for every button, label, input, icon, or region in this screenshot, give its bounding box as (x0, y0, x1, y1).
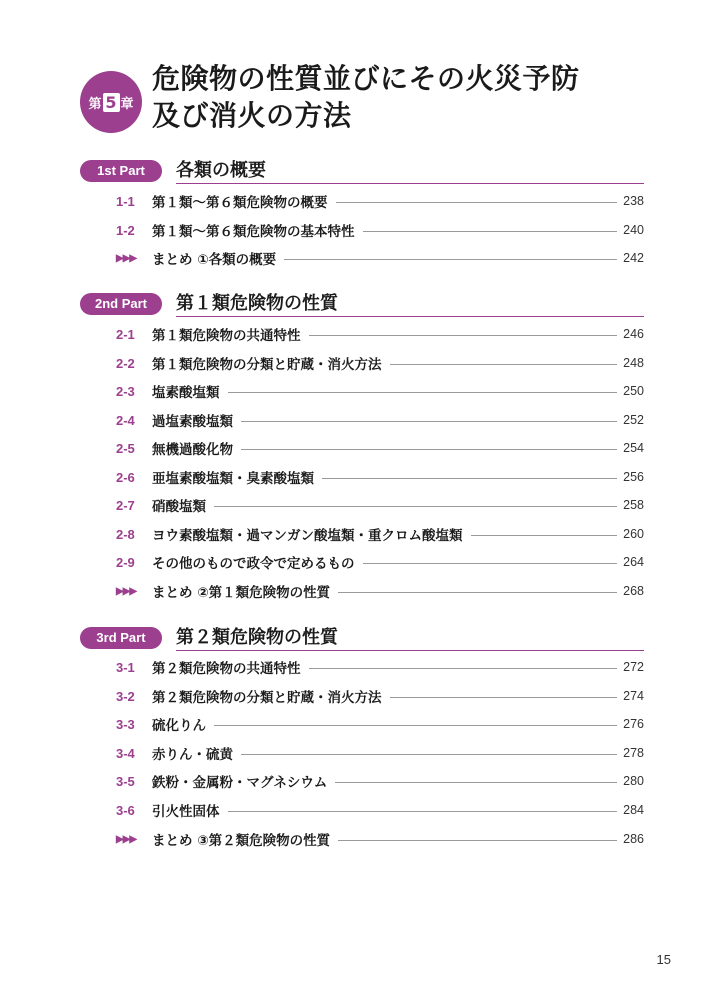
part-label: 2nd Part (80, 293, 162, 315)
toc-entry-page: 286 (623, 832, 644, 846)
toc-entry-title: 第２類危険物の共通特性 (152, 661, 301, 677)
toc-entry-summary[interactable] (116, 248, 644, 268)
triple-arrow-icon: ▶▶▶ (116, 252, 137, 264)
toc-entry-page: 268 (623, 584, 644, 598)
toc-entry-page: 284 (623, 803, 644, 817)
toc-entry-page: 252 (623, 413, 644, 427)
toc-entry-page: 254 (623, 441, 644, 455)
toc-entry-page: 272 (623, 660, 644, 674)
part-header-1 (80, 159, 644, 185)
toc-entry[interactable] (116, 657, 644, 677)
toc-entry-title: 第１類～第６類危険物の基本特性 (152, 224, 355, 240)
toc-entry[interactable] (116, 552, 644, 572)
toc-entry-title: ヨウ素酸塩類・過マンガン酸塩類・重クロム酸塩類 (152, 528, 463, 544)
toc-entry-number: 2-7 (116, 497, 135, 513)
toc-leader-line (228, 392, 618, 393)
toc-leader-line (338, 840, 617, 841)
part-title: 第２類危険物の性質 (176, 627, 338, 648)
chapter-title-line1: 危険物の性質並びにその火災予防 (152, 62, 580, 95)
toc-entry-title: その他のもので政令で定めるもの (152, 556, 355, 572)
toc-entry[interactable] (116, 220, 644, 240)
toc-leader-line (241, 421, 617, 422)
toc-entry-page: 278 (623, 746, 644, 760)
chapter-prefix: 第 (88, 96, 102, 112)
toc-leader-line (338, 592, 617, 593)
toc-entry-title: 第１類～第６類危険物の概要 (152, 195, 328, 211)
triple-arrow-icon: ▶▶▶ (116, 833, 137, 845)
chapter-suffix: 章 (120, 96, 134, 112)
toc-entry-number: 2-6 (116, 469, 135, 485)
toc-entry[interactable] (116, 324, 644, 344)
toc-entry-page: 256 (623, 470, 644, 484)
toc-entry-summary[interactable] (116, 581, 644, 601)
toc-entry[interactable] (116, 771, 644, 791)
chapter-title (152, 60, 672, 134)
part-divider (176, 316, 644, 317)
toc-leader-line (241, 754, 617, 755)
part-divider (176, 183, 644, 184)
toc-leader-line (363, 231, 618, 232)
toc-entry-number: 3-3 (116, 716, 135, 732)
toc-entry[interactable] (116, 353, 644, 373)
toc-entry-page: 242 (623, 251, 644, 265)
toc-entry-title: 硫化りん (152, 718, 206, 734)
toc-entry-title: 硝酸塩類 (152, 499, 206, 515)
part-header-3 (80, 626, 644, 652)
toc-entry-number: 3-2 (116, 688, 135, 704)
chapter-badge (80, 71, 142, 133)
toc-entry-title: 亜塩素酸塩類・臭素酸塩類 (152, 471, 314, 487)
toc-entry-number: 2-1 (116, 326, 135, 342)
chapter-number: 5 (103, 93, 120, 112)
toc-entry[interactable] (116, 467, 644, 487)
toc-leader-line (309, 668, 618, 669)
toc-entry[interactable] (116, 524, 644, 544)
toc-entry-page: 238 (623, 194, 644, 208)
toc-leader-line (363, 563, 618, 564)
part-title: 第１類危険物の性質 (176, 293, 338, 314)
part-label: 3rd Part (80, 627, 162, 649)
toc-entry-title: 無機過酸化物 (152, 442, 233, 458)
toc-leader-line (471, 535, 618, 536)
toc-entry-title: 塩素酸塩類 (152, 385, 220, 401)
toc-entry-title: まとめ ②第１類危険物の性質 (152, 585, 331, 601)
toc-leader-line (284, 259, 617, 260)
toc-leader-line (390, 364, 618, 365)
toc-leader-line (214, 725, 617, 726)
toc-entry-title: 赤りん・硫黄 (152, 747, 233, 763)
toc-entry-number: 2-5 (116, 440, 135, 456)
toc-entry-number: 3-6 (116, 802, 135, 818)
toc-leader-line (335, 782, 617, 783)
toc-entry[interactable] (116, 714, 644, 734)
toc-entry[interactable] (116, 686, 644, 706)
toc-entry-page: 248 (623, 356, 644, 370)
toc-entry-number: 1-1 (116, 193, 135, 209)
toc-entry-page: 264 (623, 555, 644, 569)
toc-leader-line (336, 202, 618, 203)
toc-leader-line (241, 449, 617, 450)
toc-entry-title: 過塩素酸塩類 (152, 414, 233, 430)
toc-entry-page: 240 (623, 223, 644, 237)
toc-entry-title: 引火性固体 (152, 804, 220, 820)
toc-entry-number: 2-9 (116, 554, 135, 570)
part-title: 各類の概要 (176, 160, 266, 181)
toc-entry-number: 3-4 (116, 745, 135, 761)
toc-entry[interactable] (116, 381, 644, 401)
toc-entry[interactable] (116, 800, 644, 820)
toc-entry-number: 2-3 (116, 383, 135, 399)
toc-entry[interactable] (116, 191, 644, 211)
toc-entry-page: 258 (623, 498, 644, 512)
toc-entry[interactable] (116, 743, 644, 763)
toc-entry-title: まとめ ①各類の概要 (152, 252, 277, 268)
toc-entry-title: 第２類危険物の分類と貯蔵・消火方法 (152, 690, 382, 706)
toc-entry-title: まとめ ③第２類危険物の性質 (152, 833, 331, 849)
toc-entry-page: 246 (623, 327, 644, 341)
toc-entry-title: 第１類危険物の共通特性 (152, 328, 301, 344)
toc-leader-line (309, 335, 618, 336)
toc-entry[interactable] (116, 410, 644, 430)
triple-arrow-icon: ▶▶▶ (116, 585, 137, 597)
toc-leader-line (228, 811, 618, 812)
toc-entry-number: 3-5 (116, 773, 135, 789)
part-header-2 (80, 292, 644, 318)
toc-leader-line (322, 478, 617, 479)
part-divider (176, 650, 644, 651)
chapter-title-line2: 及び消火の方法 (152, 99, 352, 132)
toc-entry-title: 鉄粉・金属粉・マグネシウム (152, 775, 328, 791)
toc-entry[interactable] (116, 495, 644, 515)
toc-entry-title: 第１類危険物の分類と貯蔵・消火方法 (152, 357, 382, 373)
toc-entry-page: 280 (623, 774, 644, 788)
toc-entry-page: 260 (623, 527, 644, 541)
toc-leader-line (214, 506, 617, 507)
toc-entry-number: 2-2 (116, 355, 135, 371)
toc-entry-number: 2-4 (116, 412, 135, 428)
toc-entry-number: 3-1 (116, 659, 135, 675)
toc-entry-page: 276 (623, 717, 644, 731)
part-label: 1st Part (80, 160, 162, 182)
toc-entry-number: 1-2 (116, 222, 135, 238)
toc-leader-line (390, 697, 618, 698)
toc-entry-page: 274 (623, 689, 644, 703)
page-number: 15 (656, 952, 671, 967)
toc-entry-page: 250 (623, 384, 644, 398)
toc-entry-summary[interactable] (116, 829, 644, 849)
toc-entry[interactable] (116, 438, 644, 458)
toc-entry-number: 2-8 (116, 526, 135, 542)
